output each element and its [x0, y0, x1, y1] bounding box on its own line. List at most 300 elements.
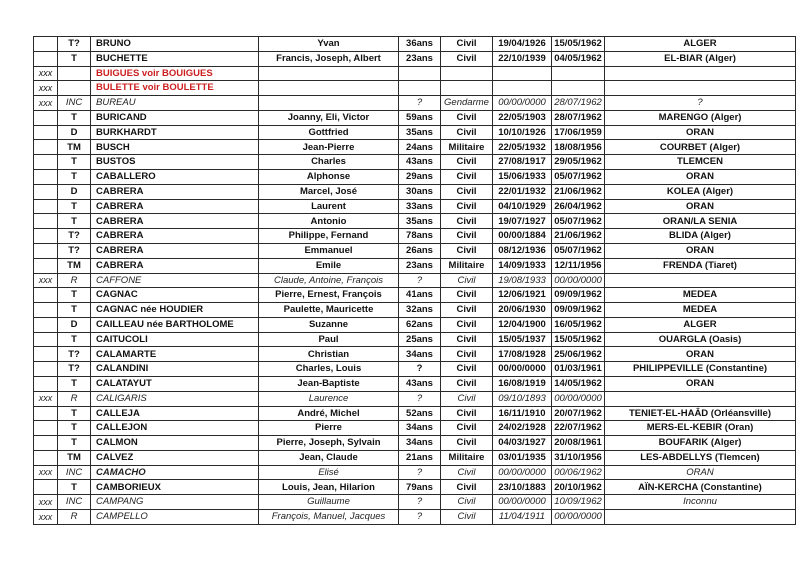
cell-status [441, 81, 493, 96]
cell-surname: CALANDINI [91, 362, 259, 377]
cell-flag [34, 406, 58, 421]
cell-place: ORAN [605, 465, 796, 480]
table-row [34, 110, 796, 125]
cell-death: 01/03/1961 [552, 362, 605, 377]
cell-age: 52ans [399, 406, 441, 421]
table-row [34, 273, 796, 288]
cell-birth: 27/08/1917 [493, 155, 552, 170]
cell-flag [34, 347, 58, 362]
table-row [34, 96, 796, 111]
cell-death: 00/00/0000 [552, 273, 605, 288]
cell-surname: CAMBORIEUX [91, 480, 259, 495]
table-row [34, 332, 796, 347]
cell-flag: xxx [34, 96, 58, 111]
cell-type: T [58, 155, 91, 170]
cell-place [605, 391, 796, 406]
cell-type: T? [58, 229, 91, 244]
cell-type: T [58, 406, 91, 421]
cell-status: Civil [441, 465, 493, 480]
cell-place: AÏN-KERCHA (Constantine) [605, 480, 796, 495]
cell-status: Civil [441, 347, 493, 362]
table-row [34, 436, 796, 451]
cell-place: ORAN [605, 125, 796, 140]
cell-death: 28/07/1962 [552, 96, 605, 111]
cell-age: 33ans [399, 199, 441, 214]
cell-surname: CAITUCOLI [91, 332, 259, 347]
cell-age: 23ans [399, 258, 441, 273]
table-row [34, 214, 796, 229]
cell-death: 20/10/1962 [552, 480, 605, 495]
cell-birth: 00/00/0000 [493, 362, 552, 377]
cell-place [605, 510, 796, 525]
cell-birth: 11/04/1911 [493, 510, 552, 525]
cell-firstname: Jean-Baptiste [259, 376, 399, 391]
cell-age [399, 66, 441, 81]
cell-age: 21ans [399, 450, 441, 465]
cell-age: 36ans [399, 37, 441, 52]
cell-type: INC [58, 465, 91, 480]
table-row [34, 465, 796, 480]
cell-status: Civil [441, 273, 493, 288]
cell-place: EL-BIAR (Alger) [605, 51, 796, 66]
cell-type: INC [58, 96, 91, 111]
cell-surname: CALLEJON [91, 421, 259, 436]
cell-place: ALGER [605, 317, 796, 332]
cell-surname: CALMON [91, 436, 259, 451]
cell-status: Civil [441, 376, 493, 391]
cell-surname: CABRERA [91, 214, 259, 229]
cell-status: Militaire [441, 450, 493, 465]
cell-place: ORAN/LA SENIA [605, 214, 796, 229]
cell-age: 34ans [399, 347, 441, 362]
cell-age: 59ans [399, 110, 441, 125]
cell-firstname: Guillaume [259, 495, 399, 510]
cell-firstname [259, 81, 399, 96]
cell-surname: CAGNAC née HOUDIER [91, 303, 259, 318]
cell-status: Civil [441, 229, 493, 244]
cell-type: T [58, 288, 91, 303]
cell-type: TM [58, 450, 91, 465]
cell-place: ORAN [605, 376, 796, 391]
table-row [34, 391, 796, 406]
cell-status [441, 66, 493, 81]
cell-flag: xxx [34, 465, 58, 480]
cell-type: T [58, 436, 91, 451]
cell-surname: CABRERA [91, 243, 259, 258]
cell-flag [34, 155, 58, 170]
table-row [34, 362, 796, 377]
cell-age: ? [399, 96, 441, 111]
table-row [34, 495, 796, 510]
cell-flag: xxx [34, 495, 58, 510]
cell-surname: BRUNO [91, 37, 259, 52]
table-row [34, 347, 796, 362]
cell-death: 00/00/0000 [552, 391, 605, 406]
cell-surname: CAMPANG [91, 495, 259, 510]
cell-type: R [58, 391, 91, 406]
cell-birth: 09/10/1893 [493, 391, 552, 406]
cell-flag [34, 184, 58, 199]
cell-death: 20/07/1962 [552, 406, 605, 421]
cell-surname: CAGNAC [91, 288, 259, 303]
cell-firstname: Joanny, Eli, Victor [259, 110, 399, 125]
table-row [34, 199, 796, 214]
cell-status: Civil [441, 406, 493, 421]
cell-age: 35ans [399, 214, 441, 229]
cell-age: ? [399, 273, 441, 288]
cell-place: ORAN [605, 170, 796, 185]
cell-birth: 20/06/1930 [493, 303, 552, 318]
cell-death: 05/07/1962 [552, 214, 605, 229]
cell-surname: CALAMARTE [91, 347, 259, 362]
table-row [34, 155, 796, 170]
cell-death: 26/04/1962 [552, 199, 605, 214]
cell-type: T [58, 170, 91, 185]
cell-status: Civil [441, 510, 493, 525]
cell-birth: 00/00/0000 [493, 465, 552, 480]
cell-age: 30ans [399, 184, 441, 199]
table-row [34, 243, 796, 258]
cell-type: T [58, 110, 91, 125]
cell-flag: xxx [34, 273, 58, 288]
cell-age: ? [399, 495, 441, 510]
cell-status: Civil [441, 199, 493, 214]
cell-death: 10/09/1962 [552, 495, 605, 510]
table-row [34, 406, 796, 421]
cell-age: 25ans [399, 332, 441, 347]
cell-flag [34, 125, 58, 140]
cell-flag [34, 243, 58, 258]
cell-type: T [58, 199, 91, 214]
cell-death: 31/10/1956 [552, 450, 605, 465]
cell-firstname: Francis, Joseph, Albert [259, 51, 399, 66]
table-row [34, 303, 796, 318]
cell-firstname: Elisé [259, 465, 399, 480]
cell-death: 09/09/1962 [552, 303, 605, 318]
cell-type: R [58, 510, 91, 525]
cell-birth: 00/00/1884 [493, 229, 552, 244]
cell-place: Inconnu [605, 495, 796, 510]
cell-flag [34, 229, 58, 244]
cell-surname: CALATAYUT [91, 376, 259, 391]
table-row [34, 480, 796, 495]
cell-status: Civil [441, 421, 493, 436]
cell-death: 15/05/1962 [552, 332, 605, 347]
cell-surname: CAILLEAU née BARTHOLOME [91, 317, 259, 332]
cell-age: 34ans [399, 421, 441, 436]
cell-firstname: Emmanuel [259, 243, 399, 258]
cell-firstname: François, Manuel, Jacques [259, 510, 399, 525]
cell-birth: 00/00/0000 [493, 96, 552, 111]
cell-flag [34, 317, 58, 332]
cell-age: 29ans [399, 170, 441, 185]
cell-death: 09/09/1962 [552, 288, 605, 303]
cell-death: 28/07/1962 [552, 110, 605, 125]
cell-birth: 16/08/1919 [493, 376, 552, 391]
cell-death: 20/08/1961 [552, 436, 605, 451]
cell-place: MEDEA [605, 303, 796, 318]
cell-status: Civil [441, 480, 493, 495]
cell-place: COURBET (Alger) [605, 140, 796, 155]
cell-place: TLEMCEN [605, 155, 796, 170]
cell-status: Civil [441, 436, 493, 451]
table-row [34, 184, 796, 199]
cell-surname: CABRERA [91, 184, 259, 199]
cell-surname: BUREAU [91, 96, 259, 111]
cell-place: ? [605, 96, 796, 111]
cell-death: 05/07/1962 [552, 243, 605, 258]
cell-firstname: Laurent [259, 199, 399, 214]
cell-death: 16/05/1962 [552, 317, 605, 332]
cell-place: ORAN [605, 347, 796, 362]
cell-type: T [58, 376, 91, 391]
table-row [34, 450, 796, 465]
cell-status: Civil [441, 51, 493, 66]
cell-surname: BUSTOS [91, 155, 259, 170]
cell-firstname: Jean-Pierre [259, 140, 399, 155]
cell-status: Civil [441, 170, 493, 185]
cell-surname: CABRERA [91, 199, 259, 214]
cell-firstname: Antonio [259, 214, 399, 229]
cell-age: ? [399, 465, 441, 480]
cell-surname: CABALLERO [91, 170, 259, 185]
cell-firstname: Louis, Jean, Hilarion [259, 480, 399, 495]
cell-death: 00/00/0000 [552, 510, 605, 525]
cell-age: 32ans [399, 303, 441, 318]
cell-birth: 16/11/1910 [493, 406, 552, 421]
cell-surname: CABRERA [91, 258, 259, 273]
cell-age: 62ans [399, 317, 441, 332]
cell-place [605, 273, 796, 288]
cell-type: D [58, 125, 91, 140]
cell-flag [34, 110, 58, 125]
cell-firstname: Philippe, Fernand [259, 229, 399, 244]
cell-death: 17/06/1959 [552, 125, 605, 140]
cell-firstname: Pierre [259, 421, 399, 436]
cell-firstname: Jean, Claude [259, 450, 399, 465]
cell-place [605, 81, 796, 96]
cell-death [552, 66, 605, 81]
cell-age: 26ans [399, 243, 441, 258]
cell-place: MEDEA [605, 288, 796, 303]
cell-surname: CALVEZ [91, 450, 259, 465]
cell-birth: 19/08/1933 [493, 273, 552, 288]
cell-place: FRENDA (Tiaret) [605, 258, 796, 273]
cell-death: 04/05/1962 [552, 51, 605, 66]
cell-death: 21/06/1962 [552, 229, 605, 244]
cell-place: ORAN [605, 243, 796, 258]
cell-flag [34, 170, 58, 185]
cell-flag [34, 288, 58, 303]
cell-age: 43ans [399, 376, 441, 391]
cell-surname: BURKHARDT [91, 125, 259, 140]
cell-surname: BUSCH [91, 140, 259, 155]
cell-death: 18/08/1956 [552, 140, 605, 155]
cell-birth: 04/10/1929 [493, 199, 552, 214]
cell-surname: BULETTE voir BOULETTE [91, 81, 259, 96]
cell-firstname: Alphonse [259, 170, 399, 185]
cell-birth: 24/02/1928 [493, 421, 552, 436]
cell-status: Civil [441, 37, 493, 52]
table-row [34, 288, 796, 303]
cell-place: ORAN [605, 199, 796, 214]
table-row [34, 510, 796, 525]
cell-birth: 14/09/1933 [493, 258, 552, 273]
cell-flag [34, 303, 58, 318]
cell-birth [493, 81, 552, 96]
cell-type: T [58, 332, 91, 347]
cell-birth: 08/12/1936 [493, 243, 552, 258]
table-row [34, 51, 796, 66]
table-row [34, 125, 796, 140]
cell-firstname: Pierre, Ernest, François [259, 288, 399, 303]
cell-firstname: Paulette, Mauricette [259, 303, 399, 318]
cell-firstname: Claude, Antoine, François [259, 273, 399, 288]
cell-place: KOLEA (Alger) [605, 184, 796, 199]
cell-birth: 00/00/0000 [493, 495, 552, 510]
cell-type: T? [58, 347, 91, 362]
cell-type: T [58, 51, 91, 66]
cell-type: TM [58, 140, 91, 155]
cell-age: 34ans [399, 436, 441, 451]
table-row [34, 229, 796, 244]
cell-place: TENIET-EL-HAÂD (Orléansville) [605, 406, 796, 421]
table-row [34, 317, 796, 332]
cell-age: ? [399, 362, 441, 377]
cell-surname: CABRERA [91, 229, 259, 244]
table-row [34, 81, 796, 96]
cell-flag [34, 199, 58, 214]
cell-death [552, 81, 605, 96]
cell-type: T? [58, 362, 91, 377]
cell-status: Militaire [441, 258, 493, 273]
cell-surname: CALIGARIS [91, 391, 259, 406]
cell-death: 00/06/1962 [552, 465, 605, 480]
cell-firstname: Marcel, José [259, 184, 399, 199]
cell-status: Civil [441, 495, 493, 510]
cell-type: T? [58, 37, 91, 52]
cell-status: Civil [441, 110, 493, 125]
cell-firstname: Christian [259, 347, 399, 362]
cell-type: T? [58, 243, 91, 258]
cell-surname: CAMACHO [91, 465, 259, 480]
cell-death: 05/07/1962 [552, 170, 605, 185]
cell-age: 23ans [399, 51, 441, 66]
table-row [34, 258, 796, 273]
cell-flag [34, 258, 58, 273]
cell-firstname: Gottfried [259, 125, 399, 140]
table-row [34, 170, 796, 185]
cell-firstname: Laurence [259, 391, 399, 406]
cell-age: ? [399, 510, 441, 525]
cell-surname: BURICAND [91, 110, 259, 125]
cell-flag [34, 450, 58, 465]
cell-birth [493, 66, 552, 81]
cell-type: D [58, 317, 91, 332]
cell-surname: BUCHETTE [91, 51, 259, 66]
cell-type: INC [58, 495, 91, 510]
cell-death: 14/05/1962 [552, 376, 605, 391]
cell-status: Civil [441, 243, 493, 258]
cell-place: BLIDA (Alger) [605, 229, 796, 244]
cell-flag: xxx [34, 81, 58, 96]
cell-age: 24ans [399, 140, 441, 155]
cell-surname: CAMPELLO [91, 510, 259, 525]
cell-status: Civil [441, 303, 493, 318]
cell-death: 25/06/1962 [552, 347, 605, 362]
cell-age: 78ans [399, 229, 441, 244]
cell-flag [34, 51, 58, 66]
cell-birth: 17/08/1928 [493, 347, 552, 362]
cell-place: PHILIPPEVILLE (Constantine) [605, 362, 796, 377]
cell-status: Civil [441, 362, 493, 377]
cell-place [605, 66, 796, 81]
cell-flag [34, 214, 58, 229]
cell-birth: 23/10/1883 [493, 480, 552, 495]
cell-firstname: André, Michel [259, 406, 399, 421]
cell-place: ALGER [605, 37, 796, 52]
cell-firstname: Paul [259, 332, 399, 347]
cell-surname: BUIGUES voir BOUIGUES [91, 66, 259, 81]
cell-birth: 19/07/1927 [493, 214, 552, 229]
cell-status: Civil [441, 125, 493, 140]
table-row [34, 421, 796, 436]
table-row [34, 376, 796, 391]
cell-death: 29/05/1962 [552, 155, 605, 170]
registry-table-body [34, 37, 796, 525]
cell-firstname: Yvan [259, 37, 399, 52]
registry-table [33, 36, 796, 525]
cell-age: 41ans [399, 288, 441, 303]
cell-type: TM [58, 258, 91, 273]
cell-age: ? [399, 391, 441, 406]
cell-status: Civil [441, 214, 493, 229]
table-row [34, 37, 796, 52]
cell-firstname [259, 66, 399, 81]
cell-type [58, 66, 91, 81]
cell-type: T [58, 480, 91, 495]
cell-age: 35ans [399, 125, 441, 140]
cell-flag [34, 421, 58, 436]
cell-birth: 10/10/1926 [493, 125, 552, 140]
cell-type: R [58, 273, 91, 288]
cell-status: Civil [441, 332, 493, 347]
cell-death: 12/11/1956 [552, 258, 605, 273]
cell-type: D [58, 184, 91, 199]
table-row [34, 66, 796, 81]
cell-birth: 19/04/1926 [493, 37, 552, 52]
cell-status: Militaire [441, 140, 493, 155]
cell-firstname: Suzanne [259, 317, 399, 332]
cell-birth: 22/01/1932 [493, 184, 552, 199]
cell-birth: 22/05/1932 [493, 140, 552, 155]
cell-place: LES-ABDELLYS (Tlemcen) [605, 450, 796, 465]
table-row [34, 140, 796, 155]
cell-status: Civil [441, 391, 493, 406]
cell-type: T [58, 303, 91, 318]
cell-flag: xxx [34, 66, 58, 81]
cell-flag [34, 37, 58, 52]
cell-birth: 22/05/1903 [493, 110, 552, 125]
cell-birth: 12/06/1921 [493, 288, 552, 303]
cell-flag: xxx [34, 510, 58, 525]
cell-flag [34, 376, 58, 391]
cell-place: MERS-EL-KEBIR (Oran) [605, 421, 796, 436]
cell-type: T [58, 421, 91, 436]
cell-status: Civil [441, 317, 493, 332]
cell-birth: 22/10/1939 [493, 51, 552, 66]
cell-firstname [259, 96, 399, 111]
